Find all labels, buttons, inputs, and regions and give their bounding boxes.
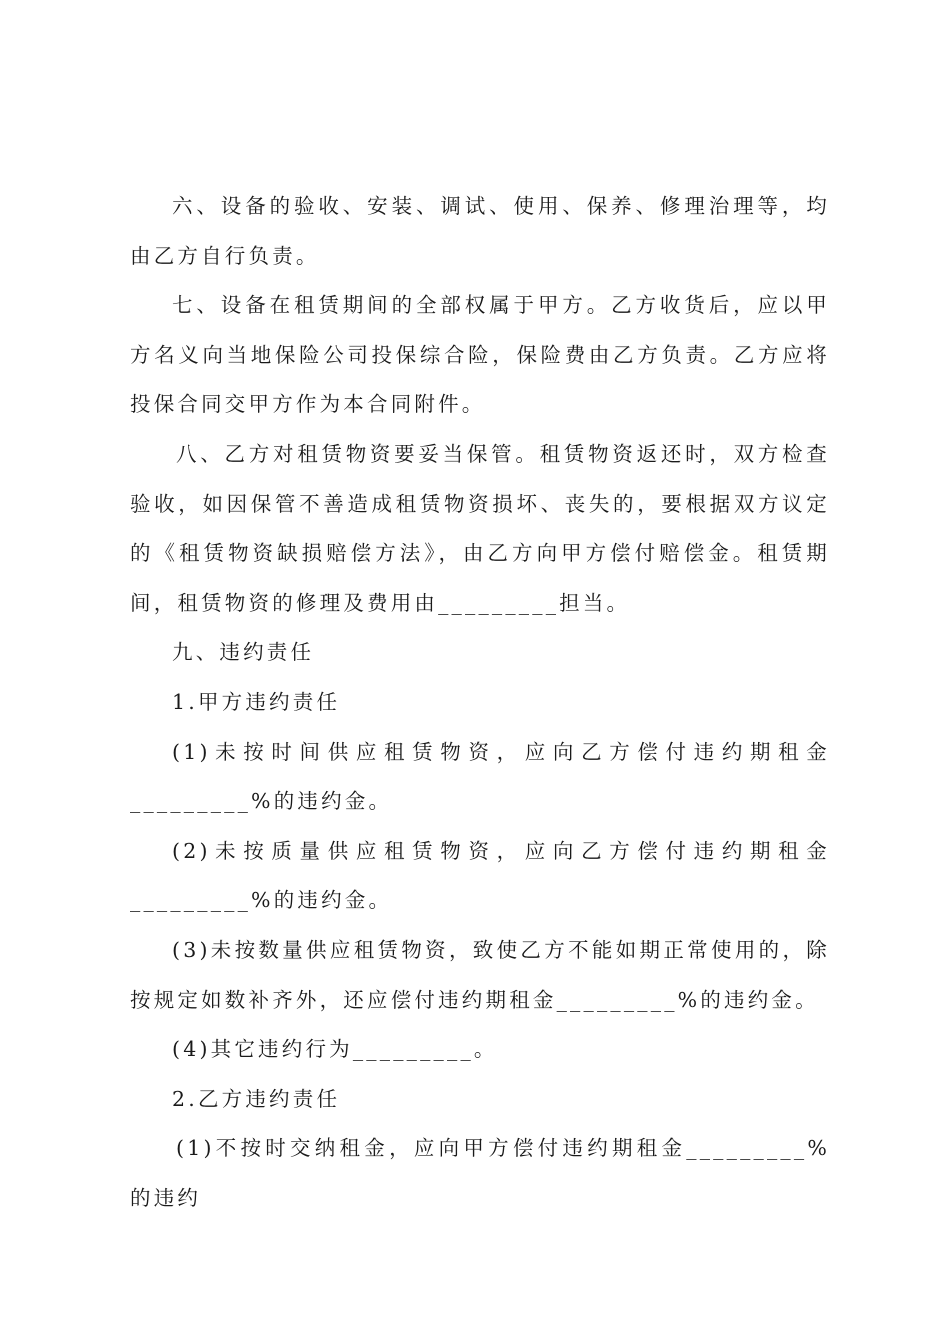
- party-a-item-2: (2)未按质量供应租赁物资，应向乙方偿付违约期租金_________%的违约金。: [130, 838, 830, 913]
- clause-eight: 八、乙方对租赁物资要妥当保管。租赁物资返还时，双方检查验收，如因保管不善造成租赁物资损坏、丧失的，要根据双方议定的《租赁物资缺损赔偿方法》，由乙方向甲方偿付赔偿金。租赁期间，租赁物资的修理及费用由_________担当。: [130, 441, 830, 615]
- party-a-item-4: (4)其它违约行为_________。: [172, 1037, 498, 1062]
- party-b-item-1: (1)不按时交纳租金，应向甲方偿付违约期租金_________%的违约: [130, 1136, 830, 1210]
- document-page: [130, 182, 830, 1223]
- party-a-liability-heading: 1.甲方违约责任: [172, 689, 341, 714]
- clause-six: 六、设备的验收、安装、调试、使用、保养、修理治理等，均由乙方自行负责。: [130, 194, 830, 268]
- clause-seven: 七、设备在租赁期间的全部权属于甲方。乙方收货后，应以甲方名义向当地保险公司投保综合险，保险费由乙方负责。乙方应将投保合同交甲方作为本合同附件。: [130, 293, 830, 417]
- party-b-liability-heading: 2.乙方违约责任: [172, 1086, 341, 1111]
- party-a-item-1: (1)未按时间供应租赁物资，应向乙方偿付违约期租金_________%的违约金。: [130, 739, 830, 814]
- clause-nine-heading: 九、违约责任: [172, 640, 315, 665]
- party-a-item-3: (3)未按数量供应租赁物资，致使乙方不能如期正常使用的，除按规定如数补齐外，还应偿付违约期租金_________%的违约金。: [130, 937, 830, 1012]
